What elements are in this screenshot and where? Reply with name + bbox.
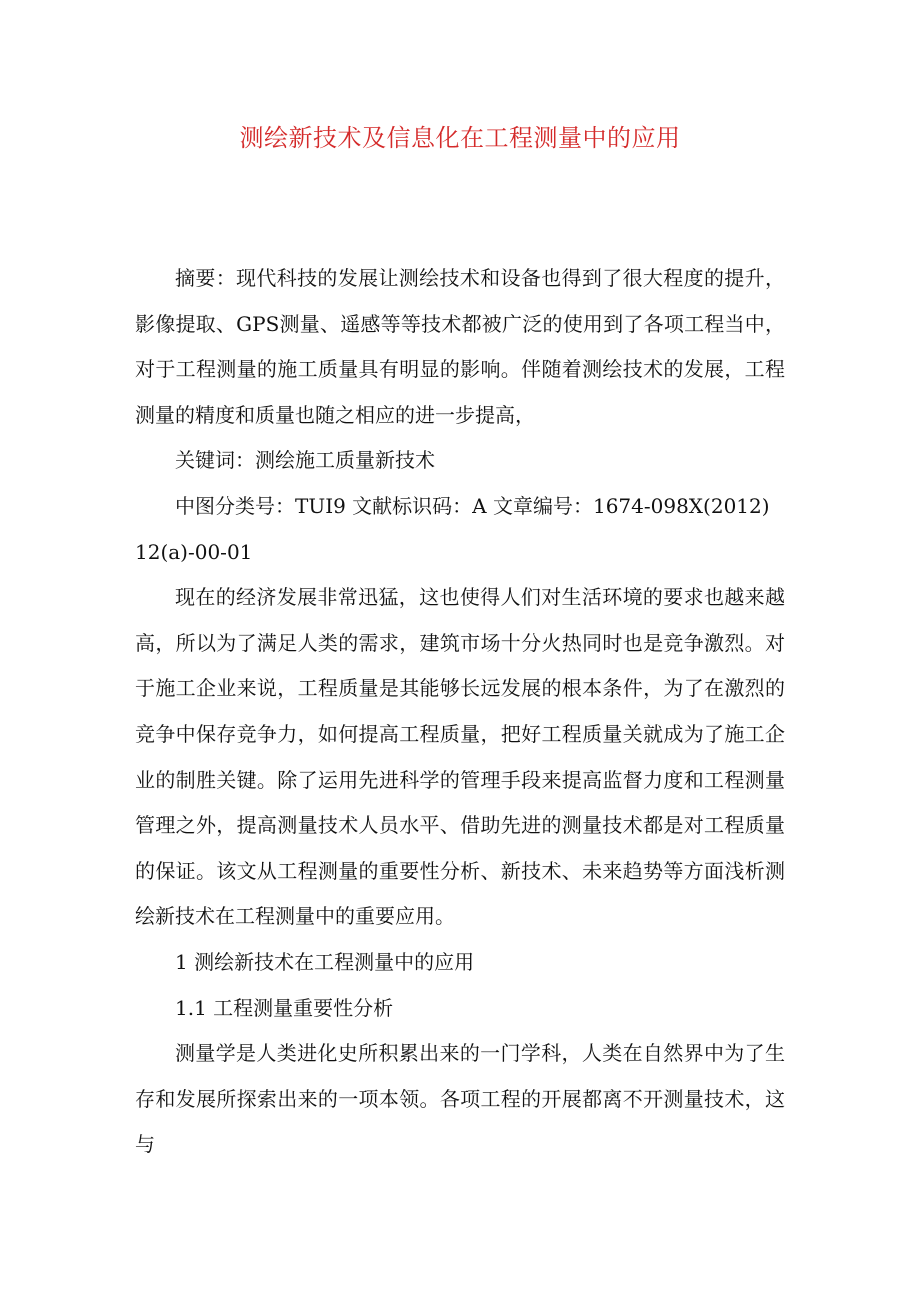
section-1-1-paragraph: 测量学是人类进化史所积累出来的一门学科，人类在自然界中为了生存和发展所探索出来的一项本领。各项工程的开展都离不开测量技术，这与 bbox=[135, 1041, 785, 1157]
section-heading-1: 1 测绘新技术在工程测量中的应用 bbox=[175, 949, 475, 974]
intro-paragraph: 现在的经济发展非常迅猛，这也使得人们对生活环境的要求也越来越高，所以为了满足人类的需求，建筑市场十分火热同时也是竞争激烈。对于施工企业来说，工程质量是其能够长远发展的根本条件，为了在激烈的竞争中保存竞争力，如何提高工程质量，把好工程质量关就成为了施工企业的制胜关键。除了运用先进科学的管理手段来提高监督力度和工程测量管理之外，提高测量技术人员水平、借助先进的测量技术都是对工程质量的保证。该文从工程测量的重要性分析、新技术、未来趋势等方面浅析测绘新技术在工程测量中的重要应用。 bbox=[135, 585, 785, 929]
document-title: 测绘新技术及信息化在工程测量中的应用 bbox=[239, 124, 681, 152]
section-heading-1-1: 1.1 工程测量重要性分析 bbox=[175, 995, 394, 1020]
document-body bbox=[135, 256, 785, 1168]
abstract-paragraph: 摘要：现代科技的发展让测绘技术和设备也得到了很大程度的提升，影像提取、GPS测量、遥感等等技术都被广泛的使用到了各项工程当中，对于工程测量的施工质量具有明显的影响。伴随着测绘技术的发展，工程测量的精度和质量也随之相应的进一步提高， bbox=[135, 266, 785, 427]
classification-line: 中图分类号：TUI9 文献标识码：A 文章编号：1674-098X(2012) bbox=[175, 493, 770, 518]
classification-continuation: 12(a)-00-01 bbox=[135, 539, 253, 564]
keywords-line: 关键词：测绘施工质量新技术 bbox=[175, 448, 435, 473]
